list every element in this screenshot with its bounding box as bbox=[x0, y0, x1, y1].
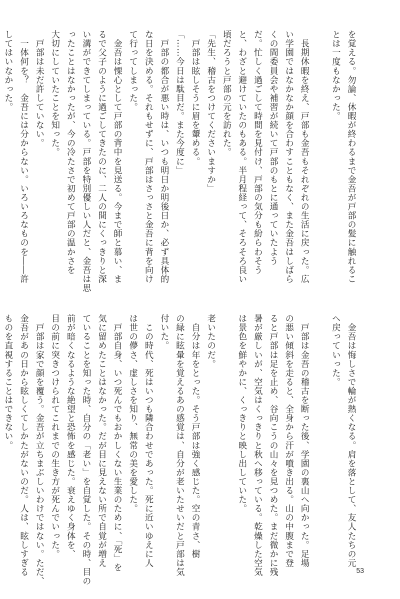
text-column: ったことはなかったが、今の冷たさで初めて戸部の温かさを bbox=[65, 30, 76, 275]
page-number: 53 bbox=[356, 568, 364, 575]
text-column: は世の儚さ、虚しさを知り、無常の美を愛した。 bbox=[127, 314, 138, 514]
text-column: この時代、死はいつも隣合わせであった。死に近いゆえに人 bbox=[143, 314, 154, 568]
text-column: ものを直視することはできない。 bbox=[2, 314, 13, 450]
text-column: て行ってしまった。 bbox=[127, 30, 138, 112]
text-column: 戸部は未だ許していない。 bbox=[34, 30, 45, 148]
text-column: 一体何を？ 金吾には分からない。いろいろなものを――許 bbox=[18, 30, 29, 284]
text-column: 前が暗くなるような絶望と恐怖を感じた。衰えゆく身体を、 bbox=[65, 314, 76, 559]
text-column: くの間委員会や補習が続いて戸部のもとに通っていたよう bbox=[268, 30, 279, 266]
text-column: るで父子のように過ごしてきたのに、二人の間にくっきりと深 bbox=[96, 30, 107, 284]
text-column: 戸部は眩しそうに眉を顰める。 bbox=[190, 30, 201, 166]
text-column: 「……今日は駄目だ。また今度に」 bbox=[174, 30, 185, 175]
text-column: い溝ができてしまっている。戸部を特別優しい人だと、金吾は思 bbox=[80, 30, 91, 293]
text-column: 金吾があの日から眩しくてしかたがないのだ。人は、眩しすぎる bbox=[18, 314, 29, 577]
text-column: の緑に眩暈を覚えるあの感覚は、自分が老いたせいだと戸部は気 bbox=[174, 314, 185, 577]
text-column: 戸部の都合が悪い時は、いつも明日か明後日か、必ず具体的 bbox=[158, 30, 169, 284]
text-column: 目の前に突きつけられてこれまでの生き方が死んでいった。 bbox=[49, 314, 60, 559]
text-column: 付いた。 bbox=[158, 314, 169, 351]
text-column: ると戸部は足を止め、谷向こうの山々を見つめた。まだ微かに残 bbox=[268, 314, 279, 577]
text-column: 大切にしていたことを知った。 bbox=[49, 30, 60, 157]
text-column: 戸部は金吾の稽古を断った後、学園の裏山へ向かった。足場 bbox=[299, 314, 310, 568]
text-column: 気に留めたことはなかった。だが目に見えない所で自覚が増え bbox=[96, 314, 107, 568]
text-column: い学園ではなかなか顔を合わすこともなく、また金吾はしばら bbox=[283, 30, 294, 284]
text-column: 金吾は慄心として戸部の背中を見送る。今まで師と慕い、ま bbox=[112, 30, 123, 284]
text-column bbox=[311, 30, 327, 288]
text-column: へ戻っていった。 bbox=[330, 314, 341, 387]
lower-text-block bbox=[2, 314, 358, 586]
text-column: 戸部自身、いつ死んでもおかしくない生業のために、「死」を bbox=[112, 314, 123, 573]
upper-text-block bbox=[2, 30, 358, 293]
text-column: の悪い傾斜を走ると、全身から汗が噴き出る。山の中腹まで登 bbox=[283, 314, 294, 568]
text-column: 老いたのだ。 bbox=[205, 314, 216, 369]
text-column bbox=[218, 314, 234, 550]
text-column: してはいなかった。 bbox=[2, 30, 13, 112]
text-column: な日を決める。それもせずに、戸部はさっさと金吾に背を向け bbox=[143, 30, 154, 284]
text-column: 自分は年をとった。そう戸部は強く感じた。空の青さ、樹 bbox=[190, 314, 201, 559]
text-column: 金吾は悔しさで輪が熱くなる。肩を落として、友人たちの元 bbox=[346, 314, 356, 568]
text-column: は景色を鮮やかに、くっきりと映し出していた。 bbox=[236, 314, 247, 514]
text-column: 暑が厳しいが、空気はくっきりと秋へ移っている。乾燥した空気 bbox=[252, 314, 263, 577]
text-column: 長期休暇を終え、戸部も金吾もそれぞれの生活に戻った。広 bbox=[299, 30, 310, 284]
text-column: 「先生、稽古をつけてくださいますか」 bbox=[205, 30, 216, 193]
text-column: と、わざと避けていたのもある。半月程経って、そろそろ良い bbox=[236, 30, 247, 284]
text-column: を覚える。勿論、休暇が終わるまで金吾が戸部の髪に触れるこ bbox=[346, 30, 356, 284]
text-column: とは一度もなかった。 bbox=[330, 30, 341, 121]
text-column: 頃だろうと戸部の元を訪れた。 bbox=[221, 30, 232, 157]
text-column: ていることを知った時、自分の「老い」を自覚した。その時、目の bbox=[80, 314, 91, 586]
text-column: だ。忙しく過ごして時間を見付け、戸部の気分も紛らわそう bbox=[252, 30, 263, 275]
text-column bbox=[311, 314, 327, 550]
text-column: 戸部は家で顔を覆う。金吾が立ちまぶしいわけではない。ただ、 bbox=[34, 314, 45, 586]
